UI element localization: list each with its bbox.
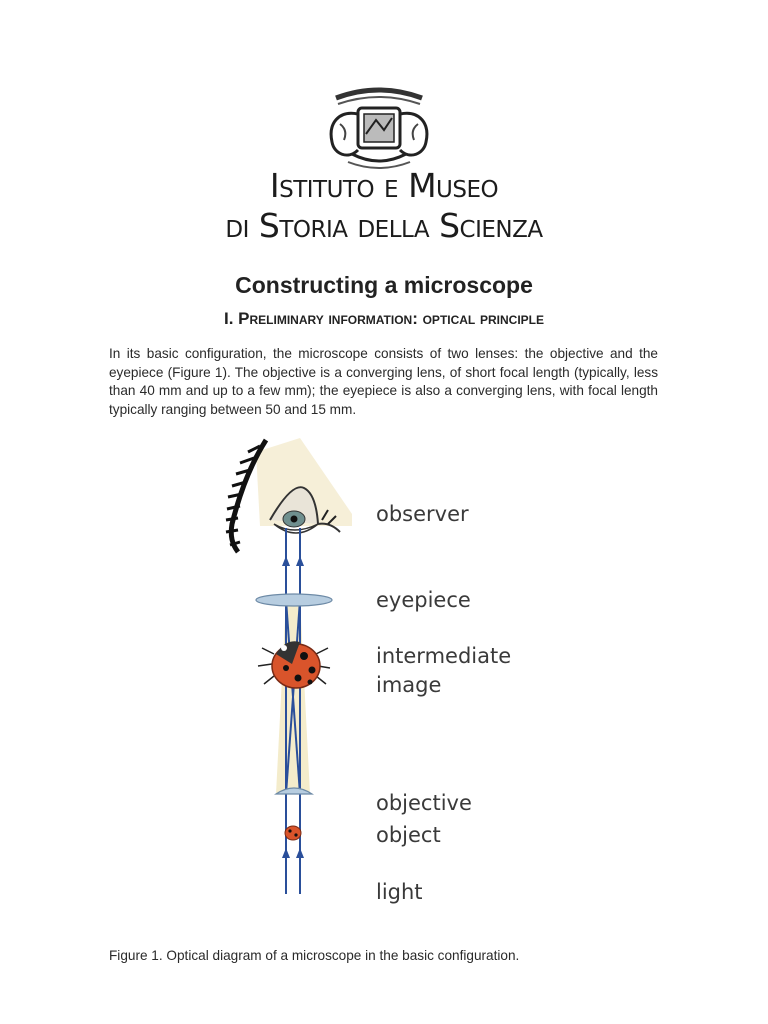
page-title: Constructing a microscope [235,272,533,298]
label-light: light [376,880,423,904]
institute-name-line2: di Storia della Scienza [225,206,543,245]
figure-caption: Figure 1. Optical diagram of a microscope in the basic configuration. [109,948,520,963]
ladybug-object-icon [285,826,301,840]
institute-name-line1: Istituto e Museo [269,166,499,205]
eyepiece-lens [256,594,332,606]
optical-diagram [200,432,580,917]
intro-paragraph: In its basic configuration, the microscope consists of two lenses: the objective and the eyepiece (Figure 1). The objective is a converging lens, of short focal length (typically, less than 40 mm and up to a few mm); the eyepiece is also a converging lens, with focal length typically ranging between 50 and 15 mm. [109,346,658,417]
label-image: image [376,673,442,697]
ladybug-intermediate-image-icon [258,641,330,688]
section-heading: I. Preliminary information: optical principle [224,309,544,328]
label-object: object [376,823,441,847]
label-observer: observer [376,502,469,526]
label-intermediate: intermediate [376,644,512,668]
label-objective: objective [376,791,472,815]
crest-emblem-icon [318,84,440,170]
label-eyepiece: eyepiece [376,588,471,612]
